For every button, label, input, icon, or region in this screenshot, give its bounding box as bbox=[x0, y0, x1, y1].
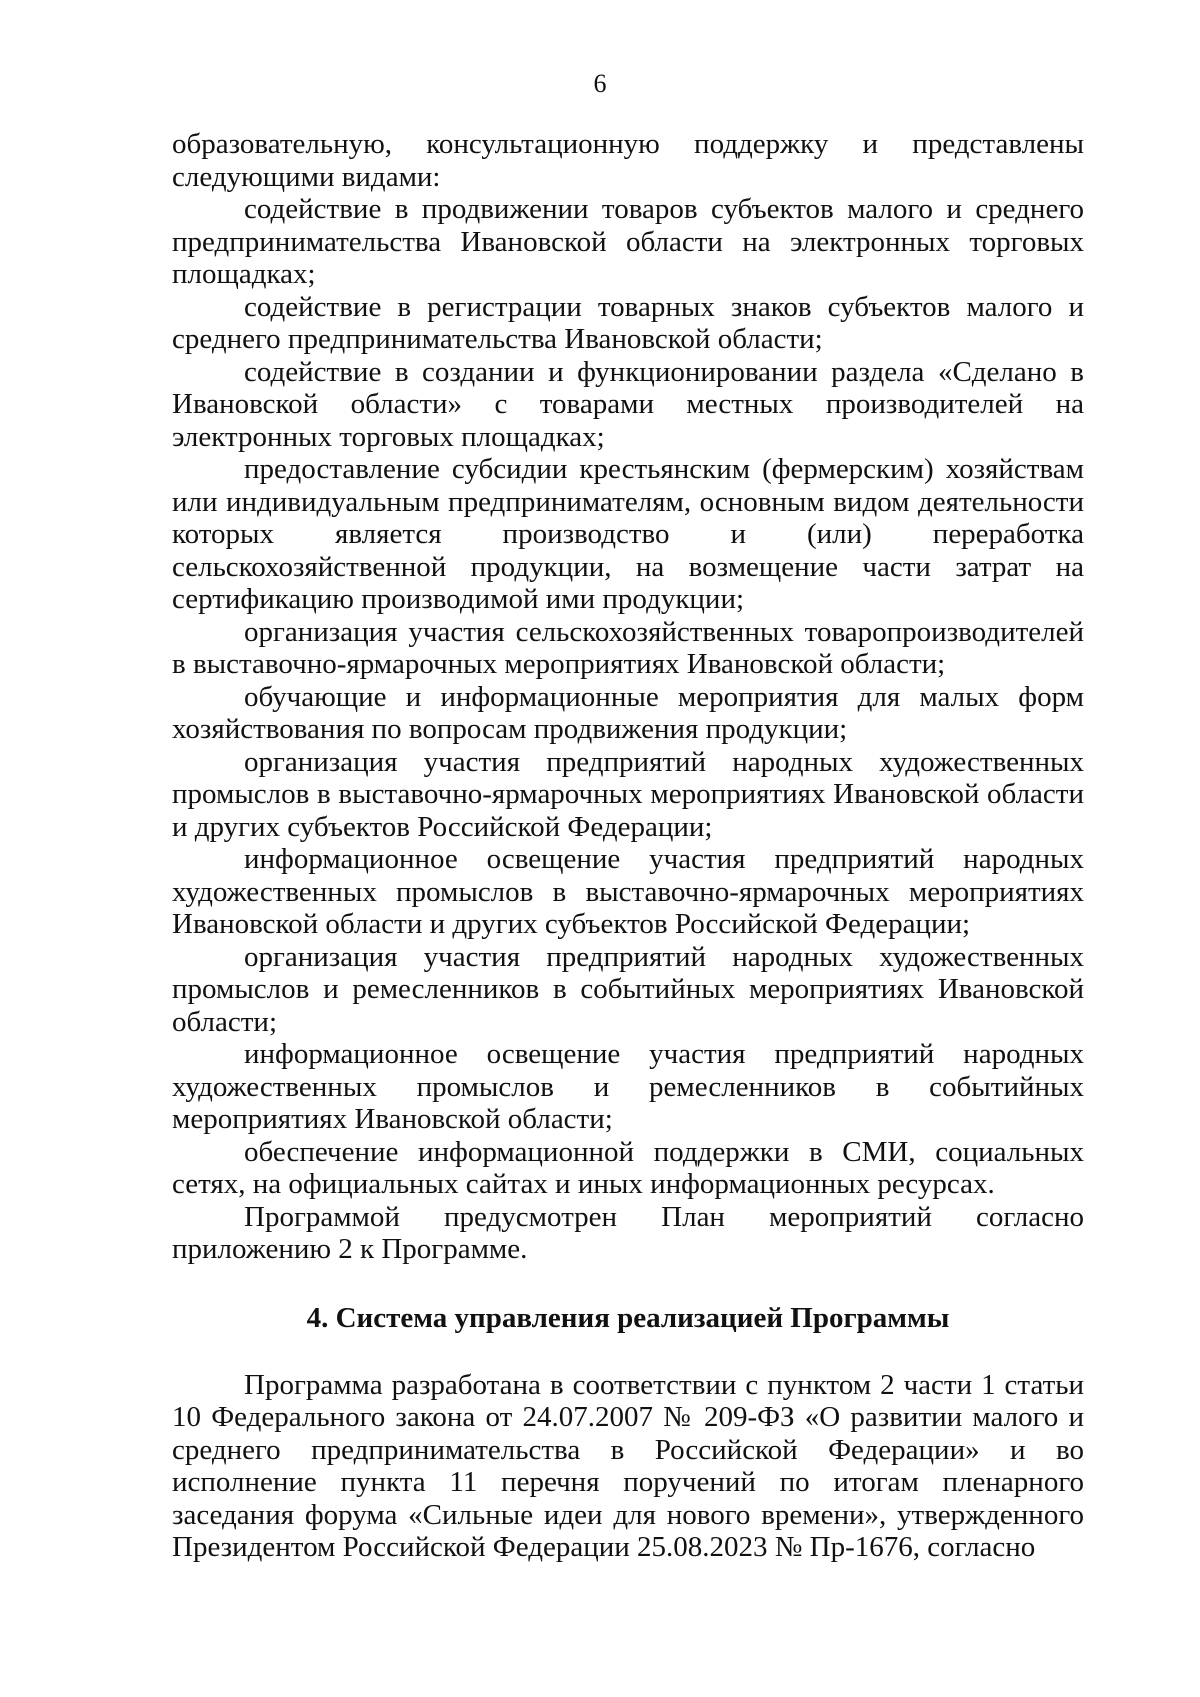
page-body bbox=[172, 128, 1084, 1564]
list-item-crafts-exhibitions-coverage: информационное освещение участия предприятий народных художественных промыслов в выставочно-ярмарочных мероприятиях Ивановской области и других субъектов Российской Федерации; bbox=[172, 843, 1084, 940]
list-item-trademark-registration: содействие в регистрации товарных знаков субъектов малого и среднего предпринимательства Ивановской области; bbox=[172, 290, 1084, 355]
paragraph-continuation: образовательную, консультационную поддержку и представлены следующими видами: bbox=[172, 128, 1084, 193]
paragraph-action-plan: Программой предусмотрен План мероприятий согласно приложению 2 к Программе. bbox=[172, 1200, 1084, 1265]
list-item-farm-subsidy: предоставление субсидии крестьянским (фермерским) хозяйствам или индивидуальным предпринимателям, основным видом деятельности которых является производство и (или) переработка сельскохозяйственной продукции, на возмещение части затрат на сертификацию производимой ими продукции; bbox=[172, 453, 1084, 615]
list-item-crafts-events: организация участия предприятий народных художественных промыслов и ремесленников в событийных мероприятиях Ивановской области; bbox=[172, 940, 1084, 1038]
list-item-media-support: обеспечение информационной поддержки в СМИ, социальных сетях, на официальных сайтах и иных информационных ресурсах. bbox=[172, 1135, 1084, 1200]
list-item-marketplace-promotion: содействие в продвижении товаров субъектов малого и среднего предпринимательства Ивановской области на электронных торговых площадках; bbox=[172, 193, 1084, 290]
list-item-agri-exhibitions: организация участия сельскохозяйственных товаропроизводителей в выставочно-ярмарочных мероприятиях Ивановской области; bbox=[172, 615, 1084, 680]
paragraph-legal-basis: Программа разработана в соответствии с пунктом 2 части 1 статьи 10 Федерального закона от 24.07.2007 № 209-ФЗ «О развитии малого и среднего предпринимательства в Российской Федерации» и во исполнение пункта 11 перечня поручений по итогам пленарного заседания форума «Сильные идеи для нового времени», утвержденного Президентом Российской Федерации 25.08.2023 № Пр-1676, согласно bbox=[172, 1368, 1084, 1563]
list-item-made-in-ivanovo-section: содействие в создании и функционировании раздела «Сделано в Ивановской области» с товарами местных производителей на электронных торговых площадках; bbox=[172, 355, 1084, 453]
page-number: 6 bbox=[593, 69, 607, 98]
list-item-training-events: обучающие и информационные мероприятия для малых форм хозяйствования по вопросам продвижения продукции; bbox=[172, 680, 1084, 745]
list-item-crafts-exhibitions: организация участия предприятий народных художественных промыслов в выставочно-ярмарочных мероприятиях Ивановской области и других субъектов Российской Федерации; bbox=[172, 745, 1084, 843]
list-item-crafts-events-coverage: информационное освещение участия предприятий народных художественных промыслов и ремесленников в событийных мероприятиях Ивановской области; bbox=[172, 1038, 1084, 1135]
section-heading: 4. Система управления реализацией Программы bbox=[306, 1301, 950, 1334]
